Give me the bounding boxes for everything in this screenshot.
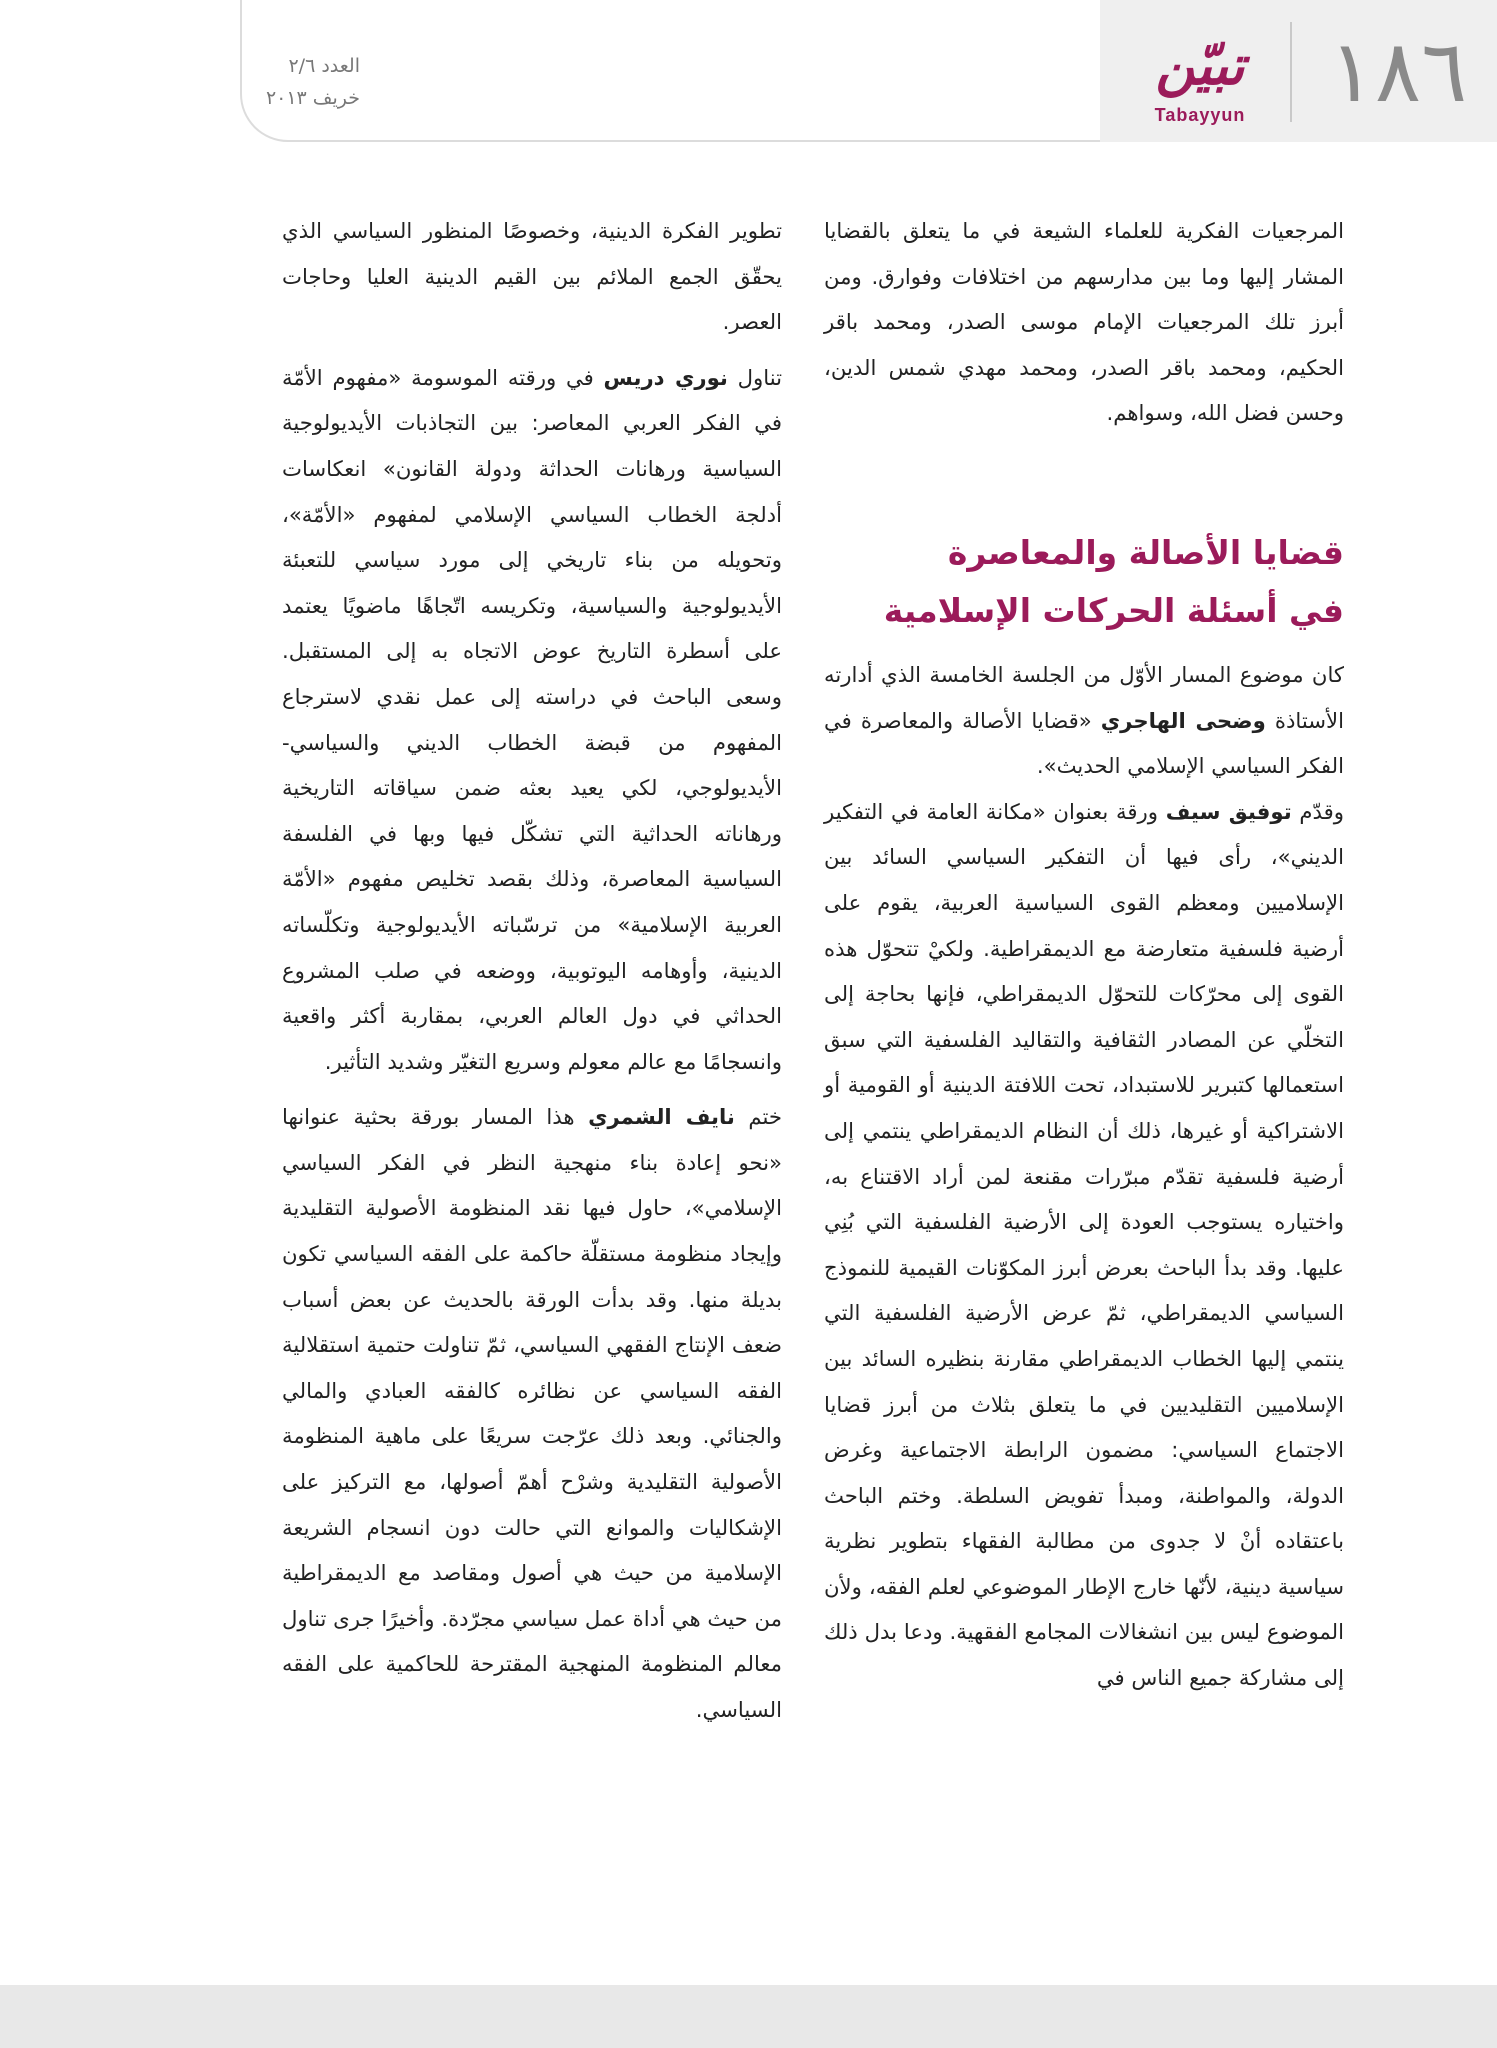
header-frame bbox=[240, 0, 1102, 142]
paragraph-text: كان موضوع المسار الأوّل من الجلسة الخامسة الذي أدارته الأستاذة bbox=[824, 662, 1344, 733]
logo-arabic: تبيّن bbox=[1155, 33, 1245, 97]
issue-season: خريف ٢٠١٣ bbox=[265, 87, 360, 109]
paragraph-text: تناول bbox=[737, 364, 782, 390]
journal-logo bbox=[1120, 30, 1280, 130]
author-name: توفيق سيف bbox=[1165, 798, 1292, 824]
right-column-body bbox=[824, 652, 1344, 1701]
paragraph-text: وقدّم bbox=[1299, 798, 1344, 824]
issue-number: العدد ٢/٦ bbox=[288, 55, 360, 77]
author-name: نوري دريس bbox=[603, 364, 728, 390]
issue-info bbox=[250, 50, 360, 120]
section-heading-line-2: في أسئلة الحركات الإسلامية bbox=[883, 591, 1344, 630]
section-heading bbox=[824, 524, 1344, 644]
nouri-paragraph bbox=[282, 355, 782, 1085]
right-column-intro bbox=[824, 208, 1344, 436]
continuation-paragraph: تطوير الفكرة الدينية، وخصوصًا المنظور السياسي الذي يحقّق الجمع الملائم بين القيم الدينية العليا وحاجات العصر. bbox=[282, 218, 782, 335]
paragraph-text: هذا المسار بورقة بحثية عنوانها «نحو إعادة بناء منهجية النظر في الفكر السياسي الإسلامي»، حاول فيها نقد المنظومة الأصولية التقليدية وإيجاد منظومة مستقلّة حاكمة على الفقه السياسي تكون بديلة منها. وقد بدأت الورقة بالحديث عن بعض أسباب ضعف الإنتاج الفقهي السياسي، ثمّ تناولت حتمية استقلالية الفقه السياسي عن نظائره كالفقه العبادي والمالي والجنائي. وبعد ذلك عرّجت سريعًا على ماهية المنظومة الأصولية التقليدية وشرْح أهمّ أصولها، مع التركيز على الإشكاليات والموانع التي حالت دون انسجام الشريعة الإسلامية من حيث هي أصول ومقاصد مع الديمقراطية من حيث هي أداة عمل سياسي مجرّدة. وأخيرًا جرى تناول معالم المنظومة المنهجية المقترحة للحاكمية على الفقه السياسي. bbox=[282, 1104, 782, 1722]
nayef-paragraph bbox=[282, 1094, 782, 1732]
left-column bbox=[282, 208, 782, 1733]
brand-divider bbox=[1290, 22, 1292, 122]
footer-bar bbox=[0, 1985, 1497, 2048]
session-paragraph bbox=[824, 652, 1344, 789]
moderator-name: وضحى الهاجري bbox=[1100, 707, 1266, 733]
paragraph-text: «قضايا الأصالة والمعاصرة في الفكر السياسي الإسلامي الحديث». bbox=[824, 707, 1344, 779]
tawfiq-paragraph bbox=[824, 789, 1344, 1701]
logo-latin: Tabayyun bbox=[1154, 105, 1246, 125]
paragraph-text: ختم bbox=[748, 1104, 782, 1130]
section-heading-line-1: قضايا الأصالة والمعاصرة bbox=[947, 533, 1344, 572]
paragraph-text: في ورقته الموسومة «مفهوم الأمّة في الفكر العربي المعاصر: بين التجاذبات الأيديولوجية السياسية ورهانات الحداثة ودولة القانون» انعكاسات أدلجة الخطاب السياسي الإسلامي لمفهوم «الأمّة»، وتحويله من بناء تاريخي إلى مورد سياسي للتعبئة الأيديولوجية والسياسية، وتكريسه اتّجاهًا ماضويًا يعتمد على أسطرة التاريخ عوض الاتجاه به إلى المستقبل. وسعى الباحث في دراسته إلى عمل نقدي لاسترجاع المفهوم من قبضة الخطاب الديني والسياسي- الأيديولوجي، لكي يعيد بعثه ضمن سياقاته التاريخية ورهاناته الحداثية التي تشكّل فيها وبها في الفلسفة السياسية المعاصرة، وذلك بقصد تخليص مفهوم «الأمّة العربية الإسلامية» من ترسّباته الأيديولوجية وتكلّساته الدينية، وأوهامه اليوتوبية، ووضعه في صلب المشروع الحداثي في دول العالم العربي، بمقاربة أكثر واقعية وانسجامًا مع عالم معولم وسريع التغيّر وشديد التأثير. bbox=[282, 364, 782, 1074]
paragraph-text: ورقة بعنوان «مكانة العامة في التفكير الديني»، رأى فيها أن التفكير السياسي السائد بين الإسلاميين ومعظم القوى السياسية العربية، يقوم على أرضية فلسفية متعارضة مع الديمقراطية. ولكيْ تتحوّل هذه القوى إلى محرّكات للتحوّل الديمقراطي، فإنها بحاجة إلى التخلّي عن المصادر الثقافية والتقاليد الفلسفية التي سبق استعمالها كتبرير للاستبداد، تحت اللافتة الدينية أو القومية أو الاشتراكية أو غيرها، ذلك أن النظام الديمقراطي ينتمي إلى أرضية فلسفية تقدّم مبرّرات مقنعة لمن أراد الاقتناع به، واختياره يستوجب العودة إلى الأرضية الفلسفية التي بُنِي عليها. وقد بدأ الباحث بعرض أبرز المكوّنات القيمية للنموذج السياسي الديمقراطي، ثمّ عرض الأرضية الفلسفية التي ينتمي إليها الخطاب الديمقراطي مقارنة بنظيره السائد بين الإسلاميين التقليديين في ما يتعلق بثلاث من أبرز قضايا الاجتماع السياسي: مضمون الرابطة الاجتماعية وغرض الدولة، والمواطنة، ومبدأ تفويض السلطة. وختم الباحث باعتقاده أنْ لا جدوى من مطالبة الفقهاء بتطوير نظرية سياسية دينية، لأنّها خارج الإطار الموضوعي لعلم الفقه، ولأن الموضوع ليس بين انشغالات المجامع الفقهية. ودعا بدل ذلك إلى مشاركة جميع الناس في bbox=[824, 798, 1344, 1691]
page-number: ١٨٦ bbox=[1328, 22, 1468, 122]
intro-paragraph: المرجعيات الفكرية للعلماء الشيعة في ما يتعلق بالقضايا المشار إليها وما بين مدارسهم من اختلافات وفوارق. ومن أبرز تلك المرجعيات الإمام موسى الصدر، ومحمد باقر الحكيم، ومحمد باقر الصدر، ومحمد مهدي شمس الدين، وحسن فضل الله، وسواهم. bbox=[824, 218, 1344, 426]
author-name: نايف الشمري bbox=[588, 1104, 735, 1130]
